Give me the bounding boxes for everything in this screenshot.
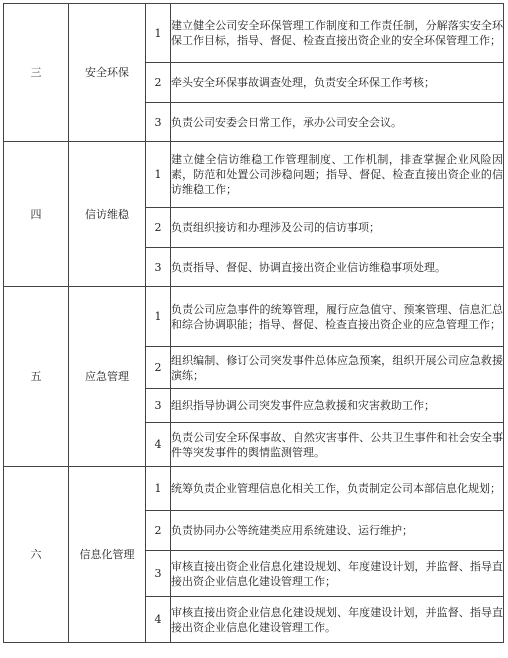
item-number: 2 — [146, 208, 171, 248]
item-number: 4 — [146, 597, 171, 643]
item-description: 组织指导协调公司突发事件应急救援和灾害救助工作； — [171, 389, 504, 423]
section-title: 安全环保 — [69, 4, 146, 142]
table-row — [4, 142, 504, 208]
section-title: 应急管理 — [69, 287, 146, 467]
item-description: 负责公司安委会日常工作，承办公司安全会议。 — [171, 103, 504, 142]
section-title: 信访维稳 — [69, 142, 146, 287]
item-number: 1 — [146, 287, 171, 347]
item-description: 统筹负责企业管理信息化相关工作，负责制定公司本部信息化规划； — [171, 467, 504, 511]
item-description: 负责协同办公等统建类应用系统建设、运行维护； — [171, 511, 504, 551]
item-number: 1 — [146, 467, 171, 511]
table-row — [4, 467, 504, 511]
item-number: 3 — [146, 389, 171, 423]
table-row — [4, 287, 504, 347]
section-number: 四 — [4, 142, 69, 287]
item-number: 2 — [146, 347, 171, 389]
item-description: 负责指导、督促、协调直接出资企业信访维稳事项处理。 — [171, 248, 504, 287]
item-number: 1 — [146, 4, 171, 63]
section-number: 三 — [4, 4, 69, 142]
item-number: 3 — [146, 248, 171, 287]
item-number: 3 — [146, 103, 171, 142]
item-description: 建立健全信访维稳工作管理制度、工作机制，排查掌握企业风险因素，防范和处置公司涉稳问题；指导、督促、检查直接出资企业的信访维稳工作； — [171, 142, 504, 208]
item-number: 4 — [146, 423, 171, 467]
duty-table — [3, 3, 504, 643]
section-title: 信息化管理 — [69, 467, 146, 643]
item-description: 负责公司应急事件的统筹管理，履行应急值守、预案管理、信息汇总和综合协调职能；指导、督促、检查直接出资企业的应急管理工作； — [171, 287, 504, 347]
item-description: 负责组织接访和办理涉及公司的信访事项； — [171, 208, 504, 248]
item-number: 2 — [146, 63, 171, 103]
item-description: 建立健全公司安全环保管理工作制度和工作责任制，分解落实安全环保工作目标，指导、督促、检查直接出资企业的安全环保管理工作； — [171, 4, 504, 63]
duty-table-body — [4, 4, 504, 643]
item-number: 2 — [146, 511, 171, 551]
item-description: 负责公司安全环保事故、自然灾害事件、公共卫生事件和社会安全事件等突发事件的舆情监测管理。 — [171, 423, 504, 467]
item-description: 审核直接出资企业信息化建设规划、年度建设计划，并监督、指导直接出资企业信息化建设管理工作。 — [171, 597, 504, 643]
item-description: 审核直接出资企业信息化建设规划、年度建设计划，并监督、指导直接出资企业信息化建设管理工作； — [171, 551, 504, 597]
section-number: 五 — [4, 287, 69, 467]
table-row — [4, 4, 504, 63]
item-description: 牵头安全环保事故调查处理，负责安全环保工作考核； — [171, 63, 504, 103]
item-number: 1 — [146, 142, 171, 208]
item-description: 组织编制、修订公司突发事件总体应急预案，组织开展公司应急救援演练； — [171, 347, 504, 389]
section-number: 六 — [4, 467, 69, 643]
item-number: 3 — [146, 551, 171, 597]
